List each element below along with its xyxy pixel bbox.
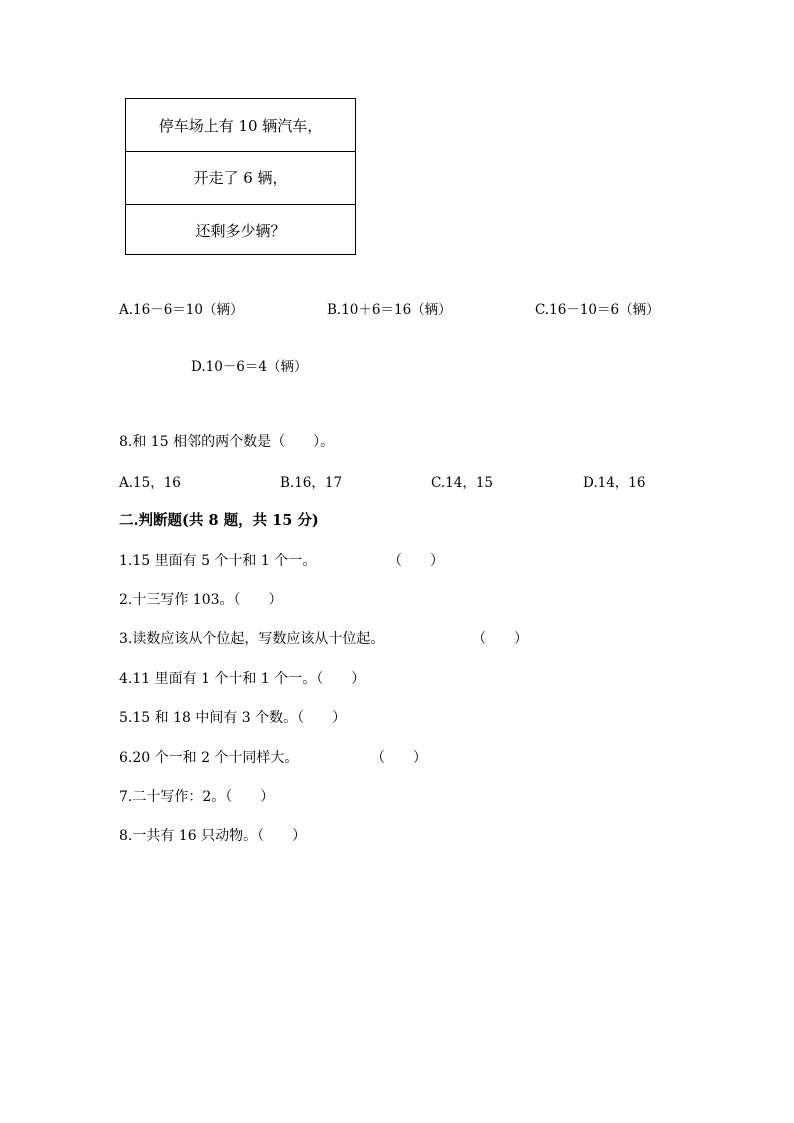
judge-item-2: 2.十三写作 103。（ ） [119, 592, 283, 608]
judge-item-6-blank[interactable]: （ ） [371, 750, 427, 766]
q7-option-c[interactable]: C.16－10＝6（辆） [535, 302, 660, 318]
q8-option-d[interactable]: D.14，16 [583, 475, 646, 491]
q8-option-b[interactable]: B.16，17 [280, 475, 343, 491]
q7-option-b[interactable]: B.10＋6＝16（辆） [327, 302, 452, 318]
q7-option-a[interactable]: A.16－6＝10（辆） [119, 302, 244, 318]
word-problem-box [125, 98, 356, 255]
section-heading: 二.判断题(共 8 题，共 15 分) [119, 512, 319, 529]
judge-item-1-blank[interactable]: （ ） [388, 553, 444, 569]
judge-item-4: 4.11 里面有 1 个十和 1 个一。（ ） [119, 671, 366, 687]
problem-line-3: 还剩多少辆？ [126, 204, 355, 256]
q7-option-d[interactable]: D.10－6＝4（辆） [191, 359, 308, 375]
q8-question: 8.和 15 相邻的两个数是（ ）。 [119, 434, 335, 450]
problem-line-1: 停车场上有 10 辆汽车， [158, 116, 323, 135]
judge-item-3: 3.读数应该从个位起，写数应该从十位起。 [119, 631, 385, 647]
judge-item-3-blank[interactable]: （ ） [472, 631, 528, 647]
judge-item-6: 6.20 个一和 2 个十同样大。 [119, 750, 299, 766]
q8-option-a[interactable]: A.15，16 [119, 475, 181, 491]
q8-option-c[interactable]: C.14，15 [431, 475, 493, 491]
judge-item-7: 7.二十写作：2。（ ） [119, 789, 275, 805]
judge-item-1: 1.15 里面有 5 个十和 1 个一。 [119, 553, 317, 569]
judge-item-5: 5.15 和 18 中间有 3 个数。（ ） [119, 710, 347, 726]
problem-line-2: 开走了 6 辆， [126, 151, 355, 203]
judge-item-8: 8.一共有 16 只动物。（ ） [119, 828, 307, 844]
